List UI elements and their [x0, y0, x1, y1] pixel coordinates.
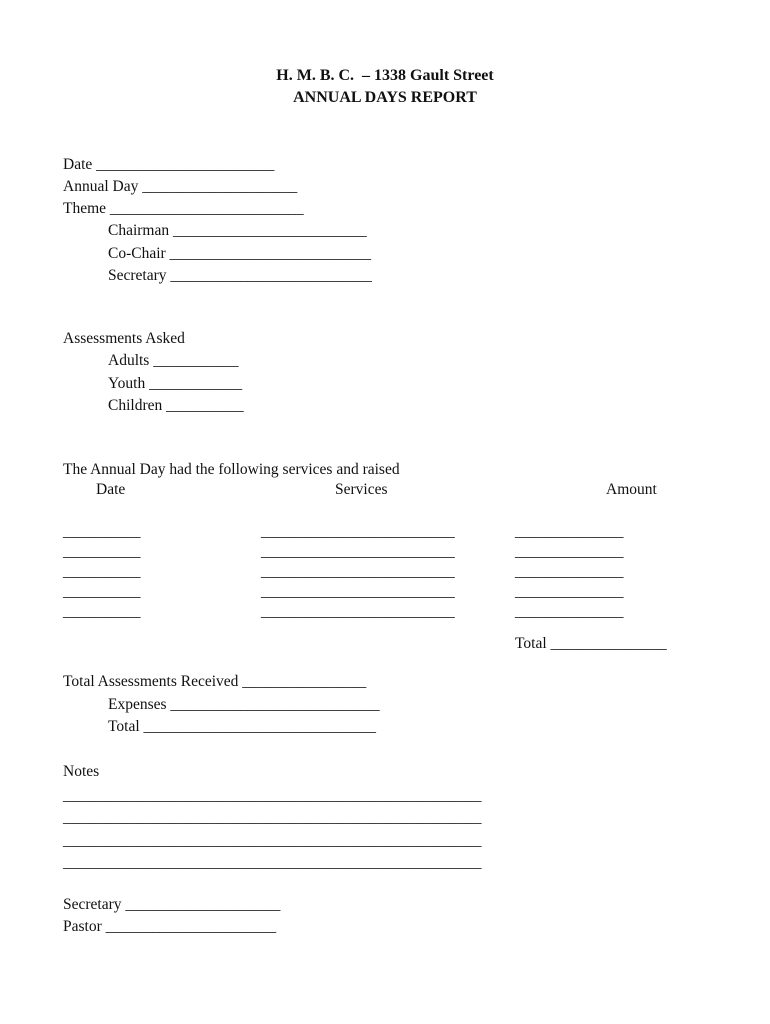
pastor-signature-field[interactable]: Pastor ______________________	[63, 918, 277, 935]
row-service-field[interactable]: _________________________	[261, 523, 455, 540]
row-service-field[interactable]: _________________________	[261, 543, 455, 560]
total-assessments-received-field[interactable]: Total Assessments Received ________________	[63, 673, 367, 690]
row-service-field[interactable]: _________________________	[261, 583, 455, 600]
column-header-amount: Amount	[606, 481, 657, 498]
secretary-signature-field[interactable]: Secretary ____________________	[63, 896, 281, 913]
column-header-services: Services	[335, 481, 388, 498]
row-date-field[interactable]: __________	[63, 563, 141, 580]
co-chair-field[interactable]: Co-Chair __________________________	[108, 245, 372, 262]
date-field[interactable]: Date _______________________	[63, 156, 275, 173]
row-amount-field[interactable]: ______________	[515, 583, 624, 600]
expenses-field[interactable]: Expenses ___________________________	[108, 696, 380, 713]
youth-field[interactable]: Youth ____________	[108, 375, 243, 392]
row-date-field[interactable]: __________	[63, 523, 141, 540]
report-title-line2: ANNUAL DAYS REPORT	[293, 89, 477, 106]
notes-line[interactable]: ______________________________________________________	[63, 832, 482, 849]
secretary-field[interactable]: Secretary __________________________	[108, 267, 372, 284]
summary-total-field[interactable]: Total ______________________________	[108, 718, 377, 735]
theme-field[interactable]: Theme _________________________	[63, 200, 304, 217]
notes-heading: Notes	[63, 763, 100, 780]
adults-field[interactable]: Adults ___________	[108, 352, 239, 369]
notes-line[interactable]: ______________________________________________________	[63, 809, 482, 826]
services-intro: The Annual Day had the following services and raised	[63, 461, 400, 478]
chairman-field[interactable]: Chairman _________________________	[108, 222, 367, 239]
services-total-field[interactable]: Total _______________	[515, 635, 667, 652]
row-amount-field[interactable]: ______________	[515, 543, 624, 560]
notes-line[interactable]: ______________________________________________________	[63, 787, 482, 804]
children-field[interactable]: Children __________	[108, 397, 244, 414]
column-header-date: Date	[96, 481, 126, 498]
row-date-field[interactable]: __________	[63, 543, 141, 560]
row-amount-field[interactable]: ______________	[515, 563, 624, 580]
row-date-field[interactable]: __________	[63, 583, 141, 600]
annual-day-field[interactable]: Annual Day ____________________	[63, 178, 298, 195]
row-service-field[interactable]: _________________________	[261, 563, 455, 580]
row-amount-field[interactable]: ______________	[515, 603, 624, 620]
row-amount-field[interactable]: ______________	[515, 523, 624, 540]
row-service-field[interactable]: _________________________	[261, 603, 455, 620]
notes-line[interactable]: ______________________________________________________	[63, 854, 482, 871]
report-title-line1: H. M. B. C. – 1338 Gault Street	[276, 67, 494, 84]
row-date-field[interactable]: __________	[63, 603, 141, 620]
assessments-heading: Assessments Asked	[63, 330, 185, 347]
